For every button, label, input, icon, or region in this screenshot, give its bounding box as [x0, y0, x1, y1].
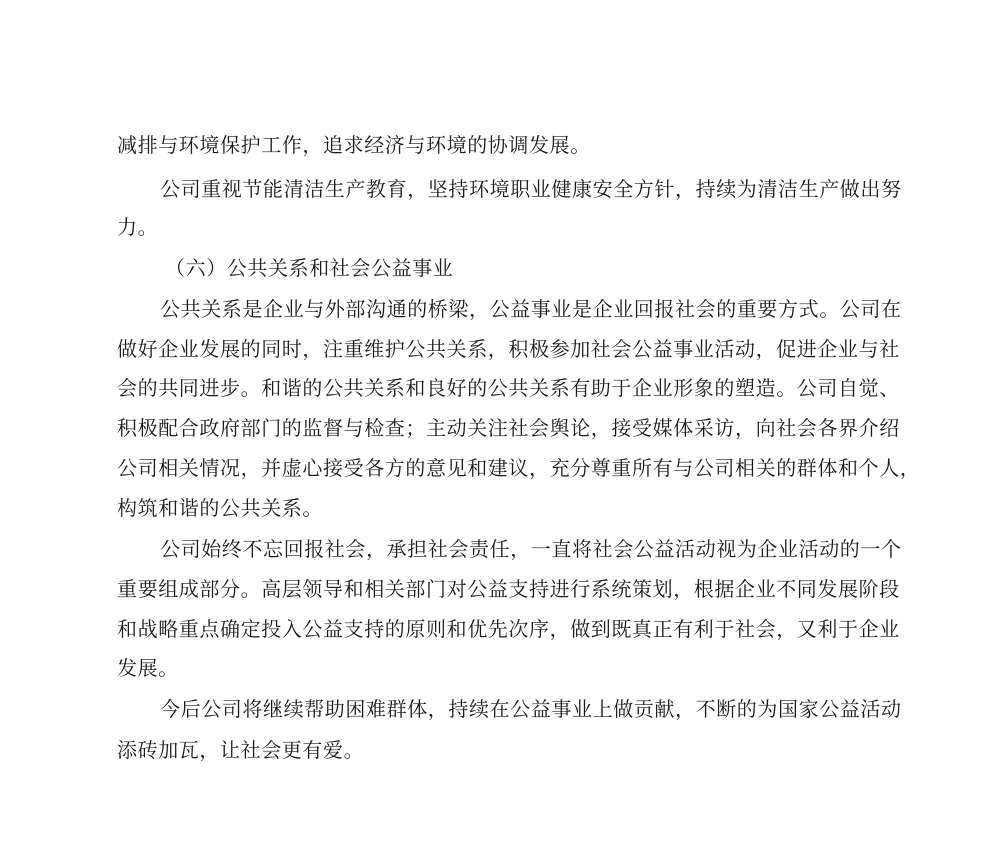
text-line: 构筑和谐的公共关系。: [117, 496, 323, 520]
paragraph-first-line: 公司重视节能清洁生产教育，坚持环境职业健康安全方针，持续为清洁生产做出努: [160, 177, 902, 201]
text-line: 和战略重点确定投入公益支持的原则和优先次序，做到既真正有利于社会，又利于企业: [117, 617, 900, 641]
text-line: 重要组成部分。高层领导和相关部门对公益支持进行系统策划，根据企业不同发展阶段: [117, 577, 900, 601]
text-line: 公司相关情况，并虚心接受各方的意见和建议，充分尊重所有与公司相关的群体和个人，: [117, 456, 921, 480]
paragraph-first-line: 公共关系是企业与外部沟通的桥梁，公益事业是企业回报社会的重要方式。公司在: [160, 297, 902, 321]
text-line: 会的共同进步。和谐的公共关系和良好的公共关系有助于企业形象的塑造。公司自觉、: [117, 376, 900, 400]
paragraph-first-line: 今后公司将继续帮助困难群体，持续在公益事业上做贡献，不断的为国家公益活动: [160, 697, 902, 721]
section-heading: （六）公共关系和社会公益事业: [165, 256, 454, 280]
text-line: 发展。: [117, 656, 179, 680]
text-line: 添砖加瓦，让社会更有爱。: [117, 738, 365, 762]
text-line: 力。: [117, 215, 159, 239]
paragraph-first-line: 公司始终不忘回报社会，承担社会责任，一直将社会公益活动视为企业活动的一个: [160, 537, 902, 561]
text-line: 做好企业发展的同时，注重维护公共关系，积极参加社会公益事业活动，促进企业与社: [117, 337, 900, 361]
text-line: 积极配合政府部门的监督与检查；主动关注社会舆论，接受媒体采访，向社会各界介绍: [117, 416, 900, 440]
text-line: 减排与环境保护工作，追求经济与环境的协调发展。: [117, 133, 591, 157]
